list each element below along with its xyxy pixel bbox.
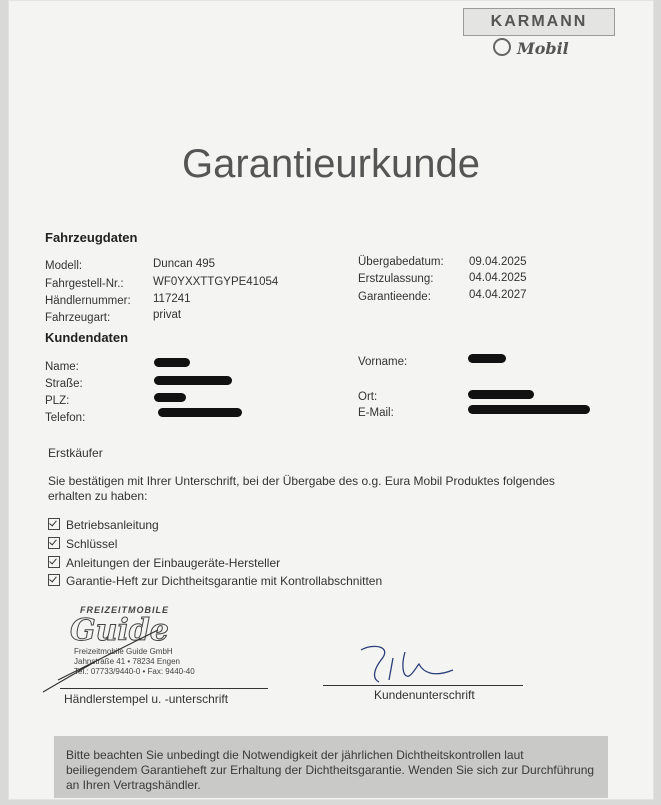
email-label: E-Mail: bbox=[358, 407, 394, 419]
checkbox-checked-icon bbox=[48, 556, 60, 568]
redacted-city bbox=[468, 390, 534, 399]
stamp-line-3: Tel.: 07733/9440-0 • Fax: 9440-40 bbox=[74, 667, 195, 676]
registration-label: Erstzulassung: bbox=[358, 273, 434, 285]
logo-brand: KARMANN bbox=[490, 13, 588, 30]
redacted-email bbox=[468, 405, 590, 414]
type-label: Fahrzeugart: bbox=[45, 312, 111, 324]
customer-heading: Kundendaten bbox=[45, 330, 129, 345]
redacted-phone bbox=[158, 408, 242, 417]
confirm-text-line-2: erhalten zu haben: bbox=[48, 489, 148, 503]
vehicle-heading: Fahrzeugdaten bbox=[45, 230, 138, 245]
type-value: privat bbox=[153, 309, 182, 321]
checklist-item: Schlüssel bbox=[48, 537, 117, 551]
vin-label: Fahrgestell-Nr.: bbox=[45, 278, 124, 290]
checkbox-checked-icon bbox=[48, 574, 60, 586]
redacted-zip bbox=[154, 393, 186, 402]
notice-text: Bitte beachten Sie unbedingt die Notwendigkeit der jährlichen Dichtheitskontrollen laut beiliegendem Garantieheft zur Erhaltung der Dichtheitsgarantie. Wenden Sie sich zur Durchführung an Ihren Vertragshändler. bbox=[66, 748, 595, 792]
zip-label: PLZ: bbox=[45, 395, 70, 407]
firstname-label: Vorname: bbox=[358, 356, 408, 368]
redacted-firstname bbox=[468, 354, 506, 363]
karmann-logo bbox=[463, 8, 615, 36]
redacted-street bbox=[154, 376, 232, 385]
stamp-line-1: Freizeitmobile Guide GmbH bbox=[74, 647, 173, 656]
name-label: Name: bbox=[45, 361, 79, 373]
checklist-item: Anleitungen der Einbaugeräte-Hersteller bbox=[48, 556, 280, 570]
checkbox-checked-icon bbox=[48, 537, 60, 549]
redacted-name bbox=[154, 358, 190, 367]
dealer-label: Händlernummer: bbox=[45, 295, 131, 307]
customer-signature bbox=[353, 638, 483, 688]
vin-value: WF0YXXTTGYPE41054 bbox=[153, 276, 279, 288]
stamp-line-2: Jahnstraße 41 • 78234 Engen bbox=[74, 657, 180, 666]
mobil-logo bbox=[493, 38, 569, 58]
model-value: Duncan 495 bbox=[153, 258, 216, 270]
checklist-item: Garantie-Heft zur Dichtheitsgarantie mit Kontrollabschnitten bbox=[48, 574, 382, 588]
warranty-document bbox=[8, 0, 654, 800]
dealer-sign-label: Händlerstempel u. -unterschrift bbox=[64, 692, 229, 706]
confirm-text-line-1: Sie bestätigen mit Ihrer Unterschrift, bei der Übergabe des o.g. Eura Mobil Produktes folgendes bbox=[48, 474, 555, 488]
stamp-guide-logo: Guide bbox=[70, 613, 169, 648]
city-label: Ort: bbox=[358, 391, 378, 403]
dealer-value: 117241 bbox=[153, 293, 191, 305]
customer-sign-label: Kundenunterschrift bbox=[374, 688, 475, 702]
warranty-end-value: 04.04.2027 bbox=[469, 289, 527, 301]
registration-value: 04.04.2025 bbox=[469, 272, 527, 284]
wheel-icon bbox=[493, 38, 511, 56]
checklist-item: Betriebsanleitung bbox=[48, 518, 159, 532]
buyer-type: Erstkäufer bbox=[48, 446, 103, 460]
dealer-sign-line bbox=[60, 688, 268, 689]
handover-value: 09.04.2025 bbox=[469, 256, 527, 268]
notice-box bbox=[54, 736, 608, 798]
handover-label: Übergabedatum: bbox=[358, 256, 444, 268]
checkbox-checked-icon bbox=[48, 518, 60, 530]
street-label: Straße: bbox=[45, 378, 83, 390]
page-title: Garantieurkunde bbox=[182, 142, 480, 186]
warranty-end-label: Garantieende: bbox=[358, 291, 431, 303]
customer-sign-line bbox=[323, 685, 523, 686]
stamp-top: FREIZEITMOBILE bbox=[80, 605, 169, 615]
logo-sub-text: Mobil bbox=[517, 39, 569, 58]
phone-label: Telefon: bbox=[45, 412, 86, 424]
model-label: Modell: bbox=[45, 260, 83, 272]
